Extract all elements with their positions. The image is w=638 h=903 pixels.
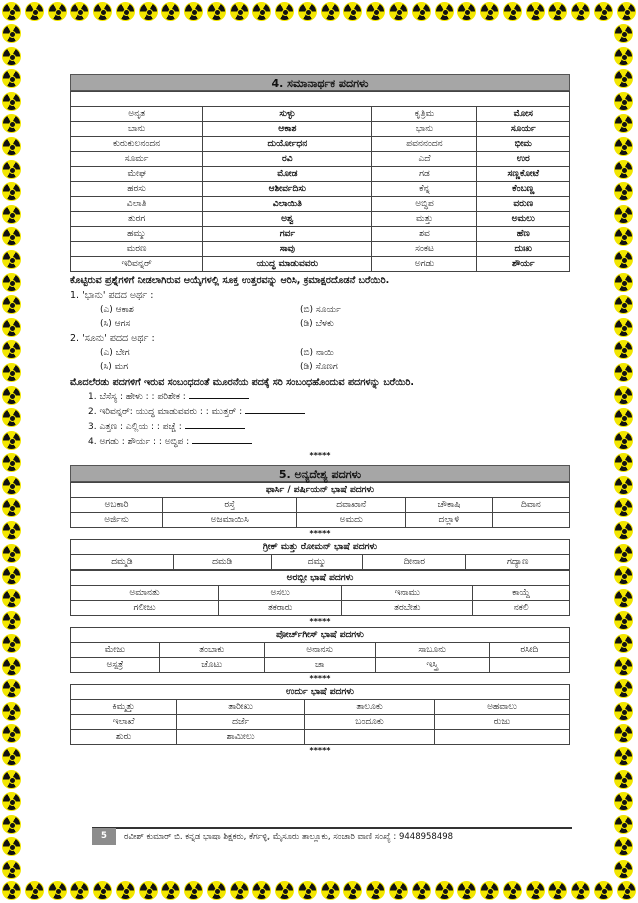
- radiation-hazard-icon: [343, 881, 362, 900]
- radiation-hazard-icon: [48, 2, 67, 21]
- radiation-hazard-icon: [614, 770, 633, 789]
- table-cell: ಮೋಡ: [203, 167, 372, 182]
- table-cell: ಶಾಮೀಲು: [177, 730, 305, 745]
- table-cell: ಕೆಂಬಣ್ಣ: [477, 182, 570, 197]
- radiation-hazard-icon: [184, 2, 203, 21]
- radiation-hazard-icon: [139, 881, 158, 900]
- table-row: [71, 107, 570, 122]
- radiation-hazard-icon: [2, 182, 21, 201]
- radiation-hazard-icon: [614, 340, 633, 359]
- arabic-title: ಅರಬ್ಬೀ ಭಾಷೆ ಪದಗಳು: [70, 570, 570, 585]
- radiation-hazard-icon: [2, 453, 21, 472]
- relation-item: [88, 420, 570, 435]
- radiation-hazard-icon: [614, 137, 633, 156]
- table-cell: ಗಲೀಜು: [71, 601, 219, 616]
- radiation-hazard-icon: [2, 544, 21, 563]
- radiation-hazard-icon: [2, 363, 21, 382]
- table-row: [71, 122, 570, 137]
- relation-item: [88, 405, 570, 420]
- radiation-hazard-icon: [614, 702, 633, 721]
- table-cell: ಹೆಣ: [477, 227, 570, 242]
- radiation-hazard-icon: [2, 386, 21, 405]
- table-cell: ಹರಸು: [71, 182, 203, 197]
- radiation-hazard-icon: [2, 657, 21, 676]
- radiation-hazard-icon: [2, 47, 21, 66]
- radiation-hazard-icon: [2, 679, 21, 698]
- table-cell: ಅಮಾನತು: [71, 586, 219, 601]
- radiation-hazard-icon: [275, 881, 294, 900]
- table-cell: ಸಾಬೂನು: [375, 643, 489, 658]
- radiation-hazard-icon: [2, 770, 21, 789]
- radiation-hazard-icon: [614, 160, 633, 179]
- relation-item: [88, 390, 570, 405]
- table-cell: ತಾರೀಖು: [177, 700, 305, 715]
- radiation-hazard-icon: [614, 250, 633, 269]
- table-cell: ದರ್ಜೆ: [177, 715, 305, 730]
- relation-item: [88, 435, 570, 450]
- radiation-hazard-icon: [614, 453, 633, 472]
- table-cell: ಅಶ್ವ: [203, 212, 372, 227]
- radiation-hazard-icon: [2, 205, 21, 224]
- table-cell: ಚಾ: [264, 658, 375, 673]
- table-cell: ಪವನನಂದನ: [372, 137, 477, 152]
- table-cell: ತಂಬಾಕು: [159, 643, 264, 658]
- table-cell: ತಾಲೂಕು: [305, 700, 435, 715]
- radiation-hazard-icon: [614, 657, 633, 676]
- table-row: [71, 658, 570, 673]
- table-cell: ಮೋಸ: [477, 107, 570, 122]
- table-row: [71, 137, 570, 152]
- relation-text: 4. ಅಗಡು : ಶೌರ್ಯ : : ಅಬ್ಧಿಪ :: [88, 437, 190, 447]
- radiation-hazard-icon: [614, 363, 633, 382]
- q1-options-row2: [70, 317, 570, 331]
- table-cell: ಆಶೀರ್ವದಿಸು: [203, 182, 372, 197]
- radiation-hazard-icon: [614, 634, 633, 653]
- radiation-hazard-icon: [457, 881, 476, 900]
- radiation-hazard-icon: [457, 2, 476, 21]
- table-row: [71, 513, 570, 528]
- radiation-hazard-icon: [139, 2, 158, 21]
- page-footer: [92, 827, 572, 844]
- table-cell: ದುರ್ಯೋಧನ: [203, 137, 372, 152]
- greek-title: ಗ್ರೀಕ್ ಮತ್ತು ರೋಮನ್ ಭಾಷೆ ಪದಗಳು: [70, 539, 570, 554]
- separator-stars: *****: [309, 617, 331, 626]
- table-cell: [435, 730, 570, 745]
- radiation-hazard-icon: [2, 160, 21, 179]
- table-cell: ಗದ್ಯಾಣ: [466, 555, 570, 570]
- radiation-hazard-icon: [548, 881, 567, 900]
- answer-line: [185, 420, 245, 429]
- urdu-title: ಉರ್ದು ಭಾಷೆ ಪದಗಳು: [70, 684, 570, 699]
- relation-instruction: ಮೊದಲೆರಡು ಪದಗಳಿಗೆ ಇರುವ ಸಂಬಂಧದಂತೆ ಮೂರನೆಯ ಪದಕ್ಕೆ ಸರಿ ಸಂಬಂಧಹೊಂದುವ ಪದಗಳನ್ನು ಬರೆಯಿರಿ.: [70, 377, 415, 388]
- radiation-hazard-icon: [298, 881, 317, 900]
- table-cell: ನಕಲಿ: [473, 601, 570, 616]
- table-cell: ಮರಣ: [71, 242, 203, 257]
- radiation-hazard-icon: [2, 340, 21, 359]
- table-cell: ಆಕಾಶ: [203, 122, 372, 137]
- radiation-hazard-icon: [161, 2, 180, 21]
- radiation-hazard-icon: [614, 476, 633, 495]
- table-cell: ಹಮ್ಮು: [71, 227, 203, 242]
- radiation-hazard-icon: [571, 2, 590, 21]
- section5-title: 5. ಅನ್ಯದೇಶ್ಯ ಪದಗಳು: [70, 465, 570, 482]
- radiation-hazard-icon: [614, 273, 633, 292]
- table-row: [71, 643, 570, 658]
- table-cell: ಸಂಕಟ: [372, 242, 477, 257]
- radiation-hazard-icon: [2, 566, 21, 585]
- urdu-table: [70, 699, 570, 745]
- table-cell: ಇಲಾಖೆ: [71, 715, 177, 730]
- radiation-hazard-icon: [614, 69, 633, 88]
- radiation-hazard-icon: [503, 881, 522, 900]
- table-cell: ಕೆನ್ನ: [372, 182, 477, 197]
- radiation-hazard-icon: [2, 521, 21, 540]
- table-cell: ಇಸ್ತ್ರಿ: [375, 658, 489, 673]
- radiation-hazard-icon: [614, 837, 633, 856]
- table-row: [71, 227, 570, 242]
- radiation-hazard-icon: [2, 273, 21, 292]
- mcq-instruction: ಕೊಟ್ಟಿರುವ ಪ್ರಶ್ನೆಗಳಿಗೆ ನೀಡಲಾಗಿರುವ ಆಯ್ಕೆಗಳಲ್ಲಿ ಸೂಕ್ತ ಉತ್ತರವನ್ನು ಆರಿಸಿ, ಕ್ರಮಾಕ್ಷರದೊಡನೆ ಬರೆಯಿರಿ.: [70, 275, 390, 286]
- q2-options-row2: [70, 360, 570, 374]
- radiation-hazard-icon: [25, 881, 44, 900]
- table-row: [71, 555, 570, 570]
- radiation-hazard-icon: [2, 881, 21, 900]
- table-cell: [492, 513, 569, 528]
- table-cell: ದಮ್ಮು: [271, 555, 363, 570]
- table-cell: ಅಗಡು: [372, 257, 477, 272]
- radiation-hazard-icon: [2, 589, 21, 608]
- radiation-hazard-icon: [614, 589, 633, 608]
- radiation-hazard-icon: [2, 69, 21, 88]
- radiation-hazard-icon: [2, 724, 21, 743]
- table-cell: ಗಡ: [372, 167, 477, 182]
- table-cell: ದವಾಖಾನೆ: [297, 498, 406, 513]
- table-cell: ರವಿ: [203, 152, 372, 167]
- table-cell: ದಮಡಿ: [173, 555, 271, 570]
- q2-option-c: (ಸಿ) ಮಗ: [100, 362, 129, 372]
- table-cell: ದೀನಾರ: [363, 555, 466, 570]
- radiation-hazard-icon: [2, 792, 21, 811]
- table-cell: ಮತ್ತು: [372, 212, 477, 227]
- relation-text: 3. ಎತ್ತಣ : ಎಲ್ಲಿಯ : : ಪಚ್ಚೆ :: [88, 422, 182, 432]
- radiation-hazard-icon: [93, 881, 112, 900]
- table-cell: ಕುರುಕುಲನಂದನ: [71, 137, 203, 152]
- radiation-hazard-icon: [614, 679, 633, 698]
- radiation-hazard-icon: [594, 881, 613, 900]
- separator-stars: *****: [309, 451, 331, 460]
- radiation-hazard-icon: [614, 92, 633, 111]
- radiation-hazard-icon: [614, 860, 633, 879]
- table-row: [71, 92, 570, 107]
- question-1: 1. 'ಭಾನು' ಪದದ ಅರ್ಥ :: [70, 290, 154, 301]
- radiation-hazard-icon: [614, 205, 633, 224]
- radiation-hazard-icon: [2, 318, 21, 337]
- table-cell: ರುಜು: [435, 715, 570, 730]
- radiation-hazard-icon: [614, 47, 633, 66]
- radiation-hazard-icon: [614, 114, 633, 133]
- table-row: [71, 257, 570, 272]
- q1-option-b: (ಬಿ) ಸೂರ್ಯ: [300, 305, 341, 315]
- radiation-hazard-icon: [48, 881, 67, 900]
- radiation-hazard-icon: [116, 2, 135, 21]
- portuguese-table: [70, 642, 570, 673]
- radiation-hazard-icon: [412, 881, 431, 900]
- radiation-hazard-icon: [2, 611, 21, 630]
- table-cell: ಅಜಮಾಯಿಸಿ: [162, 513, 296, 528]
- radiation-hazard-icon: [2, 137, 21, 156]
- q1-option-a: (ಎ) ಆಕಾಶ: [100, 305, 134, 315]
- table-cell: ಕಾಯ್ದೆ: [473, 586, 570, 601]
- radiation-hazard-icon: [2, 408, 21, 427]
- table-cell: [305, 730, 435, 745]
- relation-text: 1. ಬೆಸೆಸ್ಯ : ಹೇಳು : : ಪರಿಶೇಕ :: [88, 392, 186, 402]
- table-cell: ಅಹವಾಲು: [435, 700, 570, 715]
- radiation-hazard-icon: [70, 881, 89, 900]
- radiation-hazard-icon: [614, 724, 633, 743]
- arabic-table: [70, 585, 570, 616]
- radiation-hazard-icon: [2, 747, 21, 766]
- radiation-hazard-icon: [614, 815, 633, 834]
- radiation-hazard-icon: [230, 881, 249, 900]
- radiation-hazard-icon: [614, 227, 633, 246]
- radiation-hazard-icon: [614, 408, 633, 427]
- table-cell: ಭೀಮ: [477, 137, 570, 152]
- table-cell: ರಸ್ತೆ: [162, 498, 296, 513]
- radiation-hazard-icon: [207, 881, 226, 900]
- table-cell: ವಿಲಾತಿ: [71, 197, 203, 212]
- table-cell: ಶುರು: [71, 730, 177, 745]
- table-cell: ವಿಲಾಯಿತಿ: [203, 197, 372, 212]
- radiation-hazard-icon: [614, 318, 633, 337]
- table-cell: ತಕರಾರು: [219, 601, 342, 616]
- separator-stars: *****: [309, 674, 331, 683]
- table-cell: ಸುಳ್ಳು: [203, 107, 372, 122]
- synonyms-table: [70, 91, 570, 272]
- table-cell: ದಲ್ಲಾಳಿ: [406, 513, 493, 528]
- table-cell: ಇರಿವನ್ನರ್: [71, 257, 203, 272]
- table-cell: ಅಮಲು: [477, 212, 570, 227]
- radiation-hazard-icon: [389, 2, 408, 21]
- top-border: [0, 2, 638, 24]
- table-cell: ಕೃತ್ರಿಮ: [372, 107, 477, 122]
- table-cell: ಚೌಕಾಷಿ: [406, 498, 493, 513]
- radiation-hazard-icon: [614, 182, 633, 201]
- radiation-hazard-icon: [70, 2, 89, 21]
- radiation-hazard-icon: [184, 881, 203, 900]
- table-cell: ಸೂರ್ಯ: [477, 122, 570, 137]
- table-cell: ದಮ್ಮಡಿ: [71, 555, 174, 570]
- answer-line: [192, 435, 252, 444]
- table-cell: ಮೇಜು: [71, 643, 160, 658]
- answer-line: [189, 390, 249, 399]
- radiation-hazard-icon: [2, 250, 21, 269]
- table-cell: ಬಂದೂಕು: [305, 715, 435, 730]
- table-cell: ಅಬ್ಧಿಪ: [372, 197, 477, 212]
- footer-text: ರವೀಶ್ ಕುಮಾರ್ ಬಿ. ಕನ್ನಡ ಭಾಷಾ ಶಿಕ್ಷಕರು, ಕೆರ್ಗಳ್ಳಿ, ಮೈಸೂರು ತಾಲ್ಲೂಕು, ಸಂಚಾರಿ ವಾಣಿ ಸಂಖ್ಯೆ : 9448958498: [124, 831, 454, 842]
- table-row: [71, 700, 570, 715]
- radiation-hazard-icon: [571, 881, 590, 900]
- radiation-hazard-icon: [2, 860, 21, 879]
- table-row: [71, 586, 570, 601]
- table-cell: ಅಸಲು: [219, 586, 342, 601]
- table-cell: ಅಬಕಾರಿ: [71, 498, 163, 513]
- radiation-hazard-icon: [548, 2, 567, 21]
- radiation-hazard-icon: [230, 2, 249, 21]
- table-cell: ತರಬೇತು: [342, 601, 473, 616]
- page-number: 5: [92, 828, 116, 845]
- radiation-hazard-icon: [614, 498, 633, 517]
- radiation-hazard-icon: [366, 881, 385, 900]
- persian-table: [70, 497, 570, 528]
- table-cell: ಯುದ್ಧ ಮಾಡುವವರು: [203, 257, 372, 272]
- table-cell: ಚೊಟು: [159, 658, 264, 673]
- radiation-hazard-icon: [2, 114, 21, 133]
- page-content: [70, 74, 570, 756]
- question-2: 2. 'ಸೂನು' ಪದದ ಅರ್ಥ :: [70, 333, 155, 344]
- radiation-hazard-icon: [614, 24, 633, 43]
- table-cell: ವರುಣ: [477, 197, 570, 212]
- radiation-hazard-icon: [275, 2, 294, 21]
- table-cell: ಭಾನು: [372, 122, 477, 137]
- table-row: [71, 167, 570, 182]
- q1-options-row1: [70, 303, 570, 317]
- radiation-hazard-icon: [389, 881, 408, 900]
- radiation-hazard-icon: [116, 881, 135, 900]
- table-row: [71, 715, 570, 730]
- table-cell: ಎದೆ: [372, 152, 477, 167]
- bottom-border: [0, 881, 638, 903]
- table-cell: ಅಸ್ಪತ್ರೆ: [71, 658, 160, 673]
- relation-text: 2. ಇರಿವನ್ನರ್: ಯುದ್ಧ ಮಾಡುವವರು : : ಮುತ್ತರ್ :: [88, 407, 243, 417]
- radiation-hazard-icon: [617, 2, 636, 21]
- radiation-hazard-icon: [614, 386, 633, 405]
- table-cell: ಕಿಮ್ಮತ್ತು: [71, 700, 177, 715]
- radiation-hazard-icon: [614, 544, 633, 563]
- table-cell: ಉರ: [477, 152, 570, 167]
- table-cell: ದುಃಖ: [477, 242, 570, 257]
- radiation-hazard-icon: [435, 2, 454, 21]
- radiation-hazard-icon: [2, 227, 21, 246]
- radiation-hazard-icon: [2, 295, 21, 314]
- radiation-hazard-icon: [252, 2, 271, 21]
- radiation-hazard-icon: [412, 2, 431, 21]
- table-cell: [489, 658, 569, 673]
- radiation-hazard-icon: [2, 24, 21, 43]
- radiation-hazard-icon: [161, 881, 180, 900]
- table-cell: ಅರ್ಜಿನು: [71, 513, 163, 528]
- table-cell: ಅಮದು: [297, 513, 406, 528]
- radiation-hazard-icon: [435, 881, 454, 900]
- right-border: [614, 22, 636, 881]
- radiation-hazard-icon: [343, 2, 362, 21]
- table-cell: ಬಾನು: [71, 122, 203, 137]
- radiation-hazard-icon: [614, 792, 633, 811]
- radiation-hazard-icon: [321, 881, 340, 900]
- radiation-hazard-icon: [2, 634, 21, 653]
- radiation-hazard-icon: [503, 2, 522, 21]
- answer-line: [245, 405, 305, 414]
- q2-option-b: (ಬಿ) ನಾಯಿ: [300, 348, 334, 358]
- table-row: [71, 152, 570, 167]
- q2-options-row1: [70, 346, 570, 360]
- table-cell: ಗರ್ವ: [203, 227, 372, 242]
- table-cell: ದಿವಾನ: [492, 498, 569, 513]
- radiation-hazard-icon: [252, 881, 271, 900]
- table-cell: ತುರಗ: [71, 212, 203, 227]
- table-cell: ಅನೃತ: [71, 107, 203, 122]
- radiation-hazard-icon: [526, 2, 545, 21]
- radiation-hazard-icon: [614, 431, 633, 450]
- radiation-hazard-icon: [2, 702, 21, 721]
- table-cell: ಇನಾಮು: [342, 586, 473, 601]
- radiation-hazard-icon: [2, 476, 21, 495]
- table-cell: ಶೌರ್ಯ: [477, 257, 570, 272]
- radiation-hazard-icon: [614, 521, 633, 540]
- radiation-hazard-icon: [614, 566, 633, 585]
- radiation-hazard-icon: [614, 295, 633, 314]
- table-row: [71, 601, 570, 616]
- table-row: [71, 498, 570, 513]
- table-cell: ರಸೀದಿ: [489, 643, 569, 658]
- table-row: [71, 730, 570, 745]
- radiation-hazard-icon: [298, 2, 317, 21]
- table-cell: [71, 92, 570, 107]
- q2-option-a: (ಎ) ಬೇಗ: [100, 348, 130, 358]
- radiation-hazard-icon: [25, 2, 44, 21]
- table-cell: ಶವ: [372, 227, 477, 242]
- radiation-hazard-icon: [480, 2, 499, 21]
- q1-option-c: (ಸಿ) ಆಗಸ: [100, 319, 131, 329]
- table-cell: ಮೇಘ: [71, 167, 203, 182]
- radiation-hazard-icon: [207, 2, 226, 21]
- radiation-hazard-icon: [2, 815, 21, 834]
- separator-stars: *****: [309, 746, 331, 755]
- radiation-hazard-icon: [614, 747, 633, 766]
- table-row: [71, 212, 570, 227]
- q1-option-d: (ಡಿ) ಬೆಳಕು: [300, 319, 334, 329]
- section4-title: 4. ಸಮಾನಾರ್ಥಕ ಪದಗಳು: [70, 74, 570, 91]
- persian-title: ಫಾರ್ಸಿ / ಪರ್ಷಿಯನ್ ಭಾಷೆ ಪದಗಳು: [70, 482, 570, 497]
- table-cell: ಅನಾನಸು: [264, 643, 375, 658]
- portuguese-title: ಪೋರ್ಚ್‌ಗೀಸ್ ಭಾಷೆ ಪದಗಳು: [70, 627, 570, 642]
- q2-option-d: (ಡಿ) ಸೊಣಗ: [300, 362, 338, 372]
- table-row: [71, 242, 570, 257]
- table-row: [71, 182, 570, 197]
- radiation-hazard-icon: [2, 92, 21, 111]
- left-border: [2, 22, 24, 881]
- table-cell: ಸಣ್ಣಕೋಟೆ: [477, 167, 570, 182]
- table-cell: ಸೂರ್ಮ: [71, 152, 203, 167]
- greek-table: [70, 554, 570, 570]
- radiation-hazard-icon: [366, 2, 385, 21]
- radiation-hazard-icon: [617, 881, 636, 900]
- radiation-hazard-icon: [480, 881, 499, 900]
- radiation-hazard-icon: [526, 881, 545, 900]
- radiation-hazard-icon: [93, 2, 112, 21]
- radiation-hazard-icon: [614, 611, 633, 630]
- table-row: [71, 197, 570, 212]
- radiation-hazard-icon: [2, 2, 21, 21]
- radiation-hazard-icon: [321, 2, 340, 21]
- table-cell: ಸಾವು: [203, 242, 372, 257]
- radiation-hazard-icon: [594, 2, 613, 21]
- radiation-hazard-icon: [2, 498, 21, 517]
- radiation-hazard-icon: [2, 431, 21, 450]
- separator-stars: *****: [309, 529, 331, 538]
- radiation-hazard-icon: [2, 837, 21, 856]
